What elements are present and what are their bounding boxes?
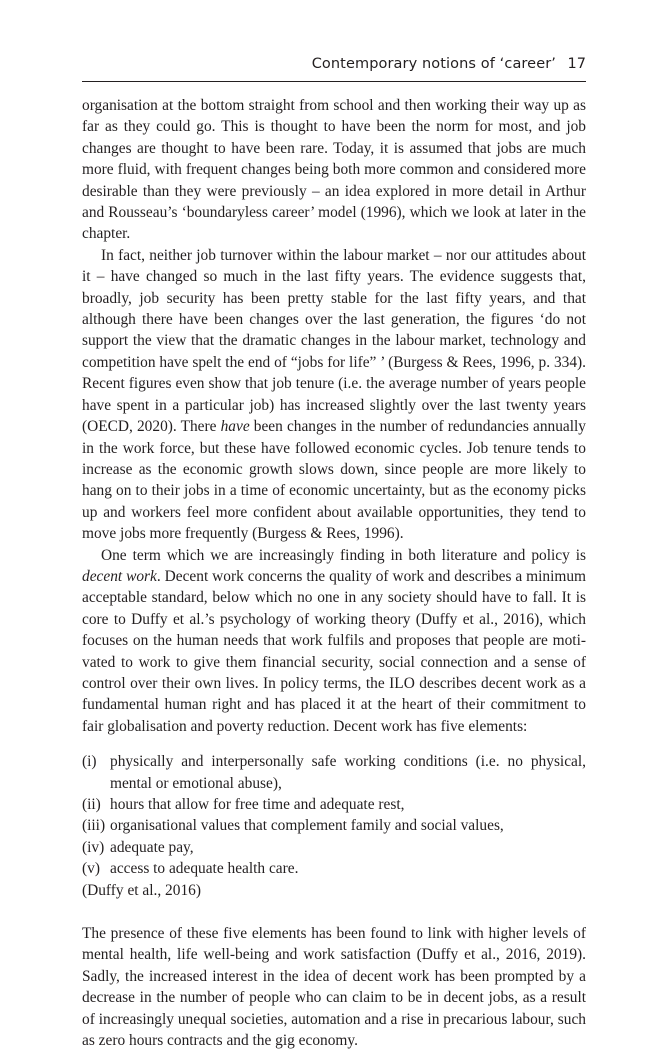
paragraph-2-text: In fact, neither job turnover within the labour market – nor our attitudes about it – have changed so much in the last fifty years. The evidence suggests that, broadly, job security has been pretty stable for the last fifty years, and that although there have been changes over the last generation, the figures ‘do not support the view that the dramatic changes in the labour market, technology and competition have spelt the end of “jobs for life” ’ (Burgess & Rees, 1996, p. 334). Recent figures even show that job tenure (i.e. the average number of years people have spent in a particular job) has increased slightly over the last twenty years (OECD, 2020). There (82, 246, 586, 436)
list-item (82, 858, 586, 879)
list-item-number: (ii) (82, 796, 101, 813)
list-item-text: hours that allow for free time and adequate rest, (110, 796, 405, 813)
running-head: Contemporary notions of ‘career’ (311, 56, 556, 72)
header-rule (82, 81, 586, 82)
paragraph-1: organisation at the bottom straight from school and then working their way up as far as they could go. This is thought to have been the norm for most, and job changes are thought to have been rare. Today, it is assumed that jobs are much more fluid, with frequent changes being both more common and considered more desirable than they were previously – an idea explored in more detail in Arthur and Rousseau’s ‘boundaryless career’ model (1996), which we look at later in the chapter. (82, 97, 586, 243)
paragraph-4: The presence of these five elements has been found to link with higher levels of mental health, life well-being and work satisfaction (Duffy et al., 2016, 2019). Sadly, the increased interest in the idea of decent work has been prompted by a decrease in the number of people who can claim to be in decent jobs, as a result of increasingly unequal societies, automation and a rise in precarious labour, such as zero hours contracts and the gig economy. (82, 925, 586, 1050)
list-citation: (Duffy et al., 2016) (82, 881, 201, 899)
list-item-number: (i) (82, 753, 97, 771)
paragraph-3-emphasis: decent work (82, 567, 157, 585)
paragraph-2-rest: been changes in the number of redundancies annually in the work force, but these have followed economic cycles. Job tenure tends to increase as the economic growth slows down, since people are more likely to hang on to their jobs in a time of economic uncertainty, but as the economy picks up and workers feel more confident about available opportunities, they tend to move jobs more frequently (Burgess & Rees, 1996). (82, 418, 586, 543)
list-item-number: (iii) (82, 817, 106, 835)
list-item-text: access to adequate health care. (110, 860, 299, 878)
list-item-text: organisational values that complement family and social values, (110, 817, 504, 835)
list-item (82, 815, 586, 836)
page-number: 17 (567, 56, 586, 72)
paragraph-3-text: One term which we are increasingly finding in both literature and policy is (101, 546, 586, 564)
list-item-number: (v) (82, 860, 100, 878)
decent-work-list (82, 751, 586, 879)
list-item-number: (iv) (82, 838, 105, 856)
list-item (82, 751, 586, 794)
list-item (82, 794, 586, 815)
paragraph-2 (82, 245, 586, 545)
body-text (82, 95, 586, 1051)
paragraph-2-emphasis: have (220, 418, 250, 436)
list-item-text: adequate pay, (110, 838, 194, 856)
paragraph-3-rest: . Decent work concerns the quality of work and describes a minimum acceptable standard, below which no one in any society should have to fall. It is core to Duffy et al.’s psychology of working theory (Duffy et al., 2016), which focuses on the human needs that work fulfils and proposes that people are motivated to work to give them financial security, social connection and a sense of control over their own lives. In policy terms, the ILO describes decent work as a fundamental human right and has placed it at the heart of their commitment to fair globalisation and poverty reduction. Decent work has five elements: (82, 567, 586, 735)
list-item (82, 837, 586, 858)
list-item-text: physically and interpersonally safe working conditions (i.e. no physical, mental or emotional abuse), (110, 753, 586, 792)
page-header (82, 56, 586, 80)
paragraph-3 (82, 545, 586, 738)
